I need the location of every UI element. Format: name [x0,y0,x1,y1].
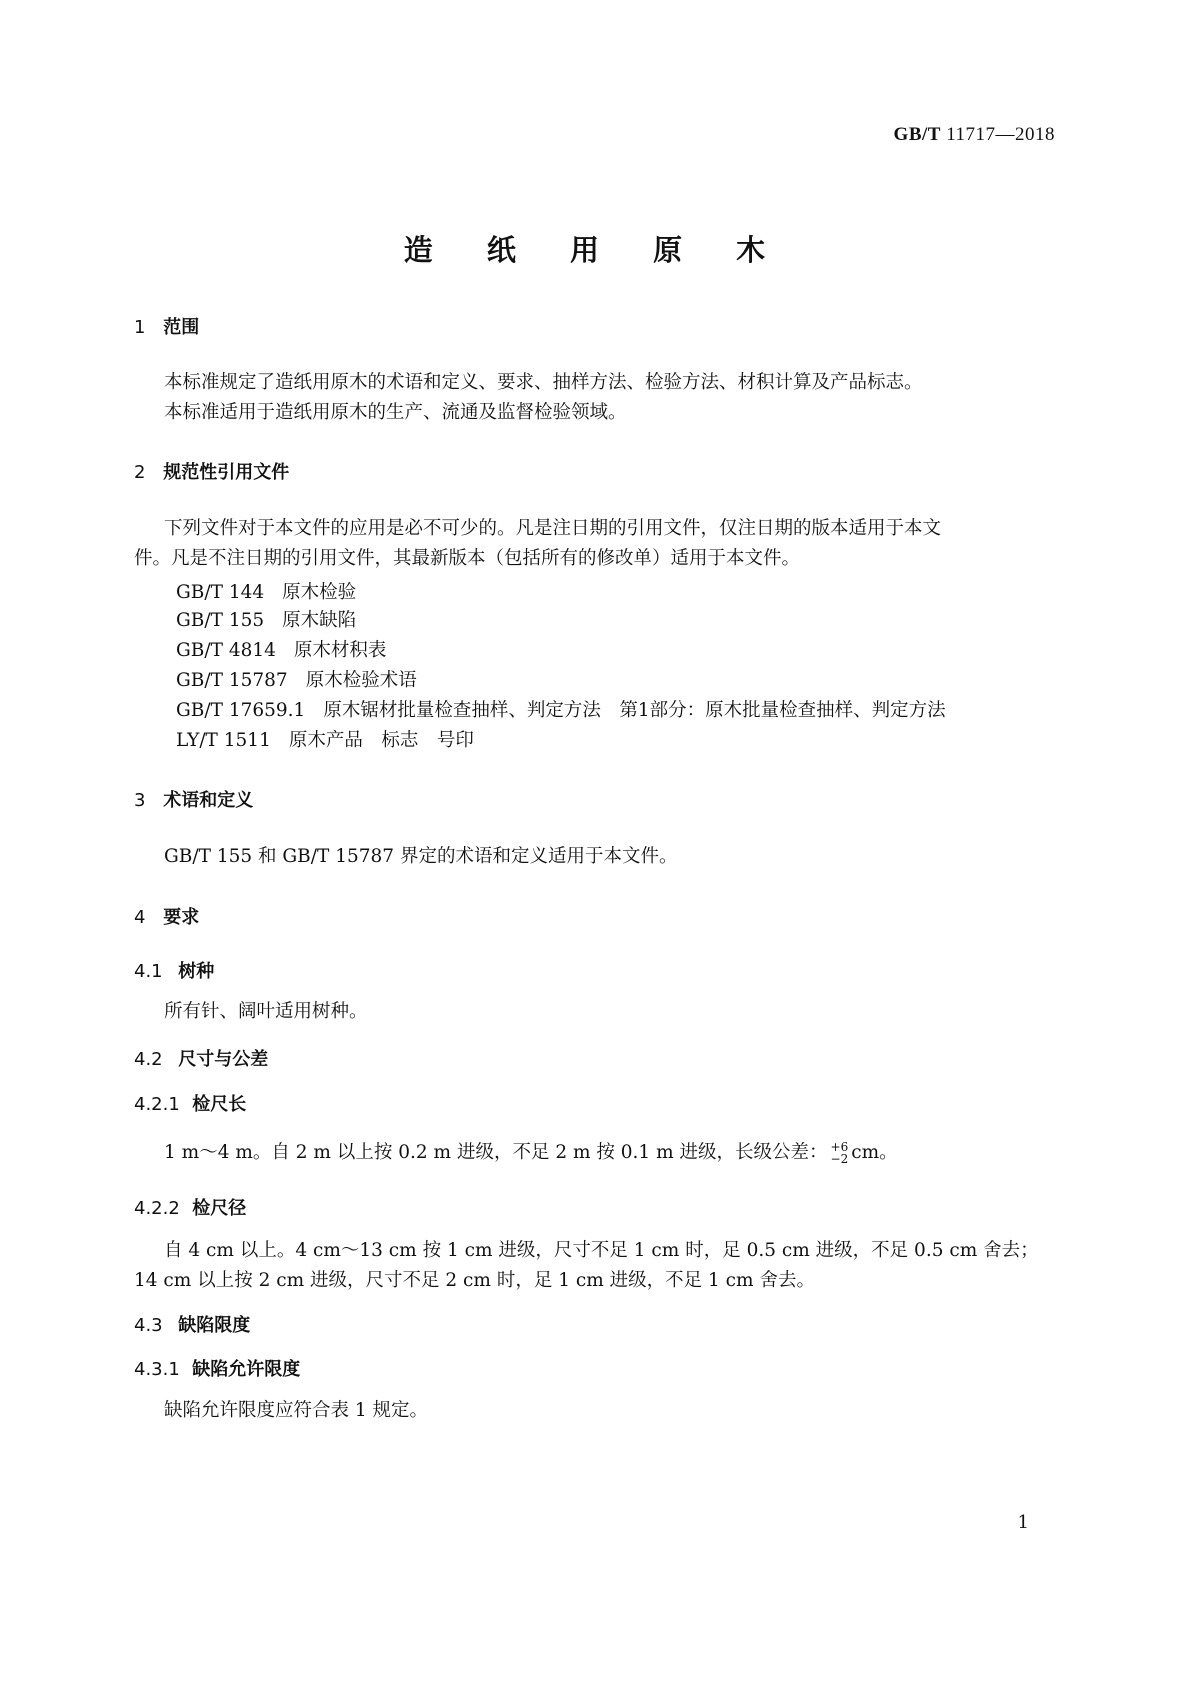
document-code: 11717—2018 [946,124,1055,145]
reference-title: 原木材积表 [293,640,387,661]
reference-code: LY/T 1511 [176,730,271,751]
subsection-4-2-1-heading [134,1090,246,1116]
section-title: 检尺长 [192,1094,247,1115]
reference-title: 原木锯材批量检查抽样、判定方法 第1部分：原木批量检查抽样、判定方法 [323,700,946,721]
section-title: 术语和定义 [163,790,254,811]
reference-title: 原木产品 标志 号印 [288,730,474,751]
section-title: 规范性引用文件 [163,462,290,483]
normative-reference [176,606,356,632]
normative-reference [176,636,386,662]
reference-title: 原木检验 [282,582,357,603]
paragraph-text: 1 m～4 m。自 2 m 以上按 0.2 m 进级，不足 2 m 按 0.1 m 进级，长级公差： [164,1142,828,1163]
paragraph: 缺陷允许限度应符合表 1 规定。 [164,1400,429,1421]
paragraph [164,1138,898,1168]
section-3-heading [134,786,253,812]
paragraph: 14 cm 以上按 2 cm 进级，尺寸不足 2 cm 时，足 1 cm 进级，不足 1 cm 舍去。 [134,1270,815,1291]
normative-reference [176,696,946,722]
subsection-4-1-heading [134,957,214,983]
document-number [894,124,1055,146]
paragraph: GB/T 155 和 GB/T 15787 界定的术语和定义适用于本文件。 [164,846,678,867]
paragraph-text: cm。 [851,1142,898,1163]
normative-reference [176,578,356,604]
reference-title: 原木检验术语 [305,670,417,691]
section-1-heading [134,313,199,339]
section-title: 尺寸与公差 [178,1049,269,1070]
section-2-heading [134,458,289,484]
subsection-4-3-heading [134,1311,250,1337]
section-number: 3 [134,790,146,811]
paragraph: 自 4 cm 以上。4 cm～13 cm 按 1 cm 进级，尺寸不足 1 cm 时，足 0.5 cm 进级，不足 0.5 cm 舍去； [164,1240,1039,1261]
paragraph: 件。凡是不注日期的引用文件，其最新版本（包括所有的修改单）适用于本文件。 [134,548,801,569]
section-number: 4.2.2 [134,1198,180,1219]
reference-title: 原木缺陷 [282,610,357,631]
reference-code: GB/T 15787 [176,670,288,691]
document-title: 造 纸 用 原 木 [403,233,788,267]
section-title: 范围 [163,317,200,338]
section-number: 4.3.1 [134,1359,180,1380]
document-prefix: GB/T [893,124,941,145]
normative-reference [176,666,417,692]
section-4-heading [134,903,199,929]
section-title: 缺陷限度 [178,1315,251,1336]
subsection-4-2-2-heading [134,1194,246,1220]
section-number: 1 [134,317,146,338]
section-title: 检尺径 [192,1198,247,1219]
section-number: 4.1 [134,961,163,982]
reference-code: GB/T 17659.1 [176,700,306,721]
section-title: 要求 [163,907,200,928]
page-number: 1 [1017,1512,1029,1533]
section-number: 4.2.1 [134,1094,180,1115]
paragraph: 本标准规定了造纸用原木的术语和定义、要求、抽样方法、检验方法、材积计算及产品标志。 [164,372,923,393]
tolerance-fraction [831,1141,849,1165]
subsection-4-3-1-heading [134,1355,300,1381]
reference-code: GB/T 144 [176,582,265,603]
subsection-4-2-heading [134,1045,268,1071]
tolerance-plus: +6 [830,1140,849,1154]
section-number: 4.3 [134,1315,163,1336]
section-title: 树种 [178,961,215,982]
section-title: 缺陷允许限度 [192,1359,301,1380]
section-number: 4.2 [134,1049,163,1070]
tolerance-minus: −2 [830,1152,849,1166]
section-number: 4 [134,907,146,928]
section-number: 2 [134,462,146,483]
reference-code: GB/T 155 [176,610,265,631]
paragraph: 本标准适用于造纸用原木的生产、流通及监督检验领域。 [164,402,627,423]
paragraph: 所有针、阔叶适用树种。 [164,1001,368,1022]
normative-reference [176,726,474,752]
reference-code: GB/T 4814 [176,640,276,661]
paragraph: 下列文件对于本文件的应用是必不可少的。凡是注日期的引用文件，仅注日期的版本适用于本文 [164,518,942,539]
